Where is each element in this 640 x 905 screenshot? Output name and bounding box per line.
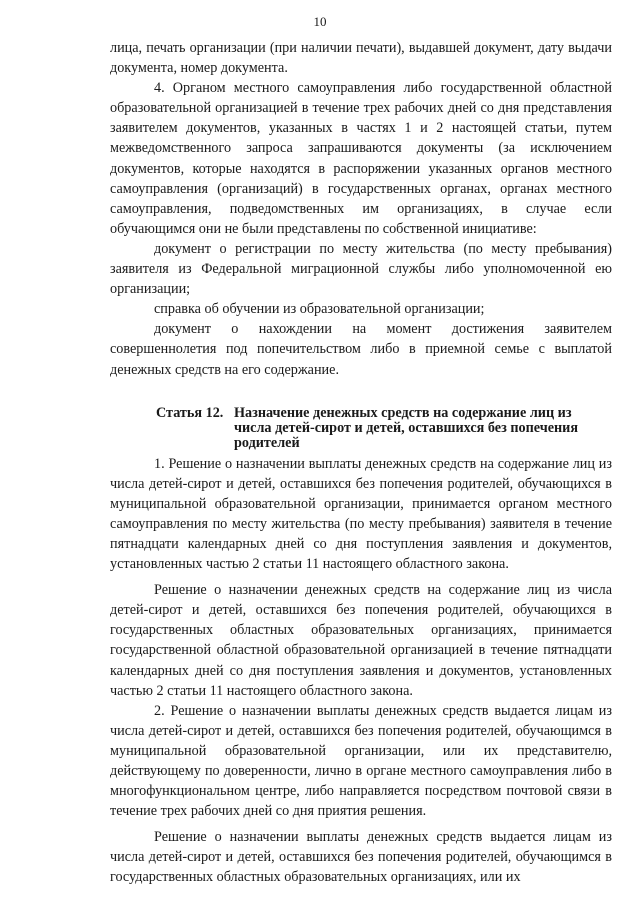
- part-4-paragraph: 4. Органом местного самоуправления либо государственной областной образовательной организацией в течение трех рабочих дней со дня представления заявителем документов, указанных в частях 1 и 2 настоящей статьи, путем межведомственного запроса запрашиваются документы (за исключением документов, которые находятся в распоряжении указанных органов местного самоуправления (организаций) в государственных органах, органах местного самоуправления, подведомственных им организациях, в случае если обучающимся они не были представлены по собственной инициативе:: [110, 80, 612, 237]
- intro-continuation: лица, печать организации (при наличии печати), выдавшей документ, дату выдачи документа, номер документа.: [110, 40, 612, 77]
- article-paragraph: Решение о назначении денежных средств на содержание лиц из числа детей-сирот и детей, оставшихся без попечения родителей, обучающихся в государственных областных образовательных организациях, принимается государственной областной образовательной организацией в течение пятнадцати календарных дней со дня поступления заявления и документов, установленных частью 2 статьи 11 настоящего областного закона.: [110, 582, 612, 699]
- document-body: [110, 38, 612, 888]
- article-paragraph: 1. Решение о назначении выплаты денежных средств на содержание лиц из числа детей-сирот и детей, оставшихся без попечения родителей, обучающихся в муниципальной образовательной организации, принимается органом местного самоуправления по месту жительства (по месту пребывания) заявителя в течение пятнадцати календарных дней со дня поступления заявления и документов, установленных частью 2 статьи 11 настоящего областного закона.: [110, 455, 612, 573]
- article-12-heading: [110, 406, 612, 451]
- article-number: Статья 12.: [156, 404, 224, 421]
- page-number: 10: [313, 14, 327, 29]
- article-paragraph: 2. Решение о назначении выплаты денежных средств выдается лицам из числа детей-сирот и детей, оставшихся без попечения родителей, обучающимся в муниципальной образовательной организации, или их представителю, действующему по доверенности, лично в органе местного самоуправления либо в многофункциональном центре, либо направляется посредством почтовой связи в течение трех рабочих дней со дня приятия решения.: [110, 702, 612, 820]
- document-list-item: документ о нахождении на момент достижения заявителем совершеннолетия под попечительством либо в приемной семье с выплатой денежных средств на его содержание.: [110, 321, 612, 378]
- article-12-body: [110, 454, 612, 888]
- article-paragraph: Решение о назначении выплаты денежных средств выдается лицам из числа детей-сирот и детей, оставшихся без попечения родителей, обучающимся в государственных областных образовательных организациях, или их: [110, 829, 612, 886]
- document-list-item: справка об обучении из образовательной организации;: [154, 301, 485, 318]
- article-title: Назначение денежных средств на содержание лиц из числа детей-сирот и детей, оставшихся без попечения родителей: [234, 404, 579, 451]
- document-list-item: документ о регистрации по месту жительства (по месту пребывания) заявителя из Федеральной миграционной службы либо уполномоченной ею организации;: [110, 240, 612, 298]
